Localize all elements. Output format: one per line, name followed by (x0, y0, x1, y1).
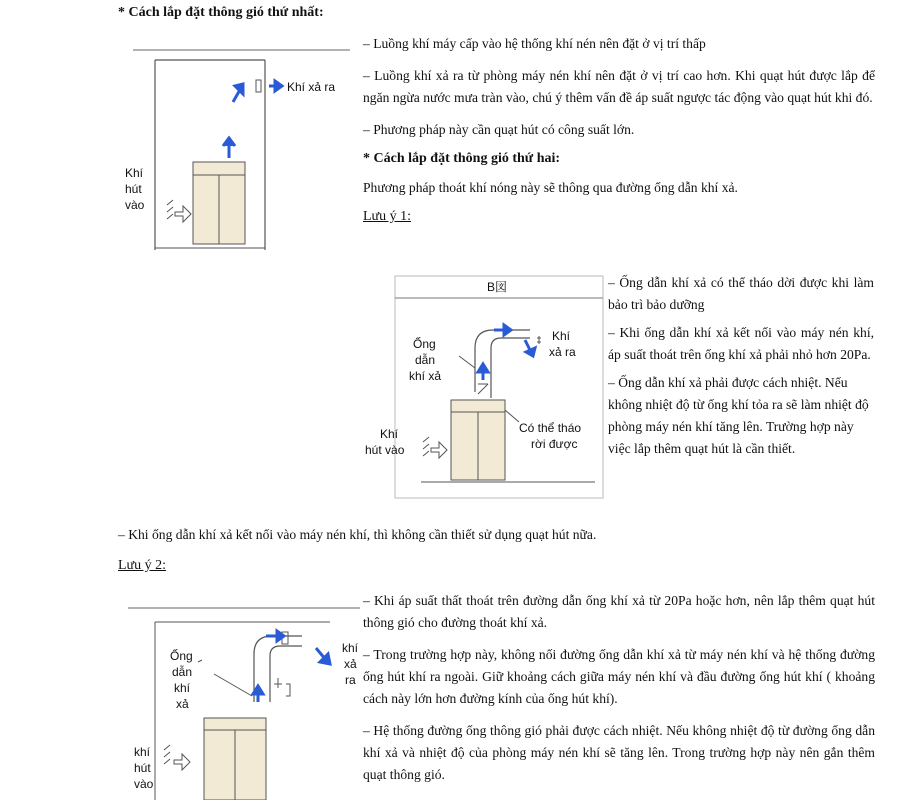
exhaust-label-1: khí (342, 641, 359, 655)
airflow-right-arrow (494, 325, 511, 335)
note1-label: Lưu ý 1: (363, 209, 412, 224)
note2-paragraph: – Khi áp suất thất thoát trên đường dẫn ống khí xả từ 20Pa hoặc hơn, nên lắp thêm quạt hút thông gió cho đường thoát khí xả. (363, 593, 875, 630)
intake-label-3: vào (134, 777, 154, 791)
intake-label-1: khí (134, 745, 151, 759)
intake-arrow-icon (431, 442, 447, 458)
figure-b-title: B図 (487, 280, 508, 294)
duct-label-2: dẫn (415, 353, 436, 367)
note1-paragraph: – Ống dẫn khí xả phải được cách nhiệt. Nếu không nhiệt độ từ ống khí tỏa ra sẽ làm nhiệt độ phòng máy nén khí tăng lên. Trường hợp này việc lắp thêm quạt hút là cần thiết. (608, 375, 869, 456)
intake-hatch-icon (423, 437, 429, 456)
exhaust-arrow-icon (316, 648, 330, 664)
airflow-diag-arrow (233, 84, 243, 102)
section1-heading: * Cách lắp đặt thông gió thứ nhất: (118, 5, 324, 20)
note1-paragraph: – Ống dẫn khí xả có thể tháo dời được khi làm bảo trì bảo dưỡng (608, 275, 874, 312)
intake-arrow-icon (174, 754, 190, 770)
duct-label-3: khí (174, 681, 191, 695)
removable-label-2: rời được (531, 437, 578, 451)
section2-heading: * Cách lắp đặt thông gió thứ hai: (363, 151, 561, 166)
intake-arrow-icon (175, 206, 191, 222)
exhaust-label-2: xả ra (549, 345, 576, 359)
intake-label-2: hút vào (365, 443, 405, 457)
exhaust-label-3: ra (345, 673, 356, 687)
intake-label-2: hút (134, 761, 151, 775)
duct-label-4: xả (176, 697, 189, 711)
section2-intro: Phương pháp thoát khí nóng này sẽ thông qua đường ống dẫn khí xả. (363, 180, 738, 195)
intake-hatch-icon (164, 745, 170, 764)
section1-text (363, 33, 875, 225)
note1-paragraph: – Khi ống dẫn khí xả kết nối vào máy nén khí, áp suất thoát trên ống khí xả phải nhỏ hơn 20Pa. (608, 325, 874, 362)
exhaust-label-2: xả (344, 657, 357, 671)
exhaust-label: Khí xả ra (287, 80, 336, 94)
exhaust-fan-icon (256, 80, 261, 92)
duct-label-1: Ống (170, 649, 193, 663)
exhaust-grille-icon (537, 336, 541, 344)
note2-text (363, 590, 875, 786)
intake-label-3: vào (125, 198, 145, 212)
exhaust-duct (475, 330, 530, 392)
figure-c (120, 600, 365, 800)
figure-b (355, 272, 605, 502)
removable-joint-icon (478, 384, 488, 394)
note2-label: Lưu ý 2: (118, 558, 167, 573)
section1-paragraph: – Luồng khí xả ra từ phòng máy nén khí nên đặt ở vị trí cao hơn. Khi quạt hút được lắp để ngăn ngừa nước mưa tràn vào, chú ý thêm vấn đề áp suất ngược tác động vào quạt hút khi đó. (363, 68, 875, 105)
intake-hatch-icon (167, 200, 173, 219)
duct-leader-line (214, 674, 252, 696)
intake-label-2: hút (125, 182, 142, 196)
airflow-up-arrow (478, 364, 488, 380)
removable-leader-line (505, 410, 519, 422)
duct-leader-line (459, 356, 475, 368)
figure-ventilation-1 (125, 40, 360, 265)
note2-paragraph: – Trong trường hợp này, không nối đường ống dẫn khí xả từ máy nén khí và hệ thống đường ống hút khí ra ngoài. Giữ khoảng cách giữa máy nén khí và đầu đường ống hút khí ( khoảng cách này lớn hơn đường kính của ống hút khí). (363, 647, 875, 706)
duct-label-3: khí xả (409, 369, 442, 383)
gap-dimension-icon (286, 684, 290, 696)
note2-paragraph: – Hệ thống đường ống thông gió phải được cách nhiệt. Nếu không nhiệt độ từ đường ống dẫn khí xả và nhiệt độ của phòng máy nén khí sẽ tăng lên. Trong trường hợp này nên gắn thêm quạt thông gió. (363, 723, 875, 782)
note1-text (608, 272, 874, 460)
exhaust-arrow-icon (525, 340, 535, 356)
duct-label-1: Ống (413, 337, 436, 351)
intake-label-1: Khí (125, 166, 144, 180)
section1-paragraph: – Luồng khí máy cấp vào hệ thống khí nén nên đặt ở vị trí thấp (363, 36, 706, 51)
after-note1-text: – Khi ống dẫn khí xả kết nối vào máy nén khí, thì không cần thiết sử dụng quạt hút nữa. (118, 527, 597, 542)
duct-label-2: dẫn (172, 665, 193, 679)
exhaust-label-1: Khí (552, 329, 571, 343)
intake-label-1: Khí (380, 427, 399, 441)
section1-paragraph: – Phương pháp này cần quạt hút có công suất lớn. (363, 122, 635, 137)
removable-label-1: Có thể tháo (519, 421, 582, 435)
airflow-right-arrow (266, 631, 284, 641)
airflow-up-arrow (223, 138, 235, 158)
exhaust-arrow-icon (269, 81, 282, 91)
